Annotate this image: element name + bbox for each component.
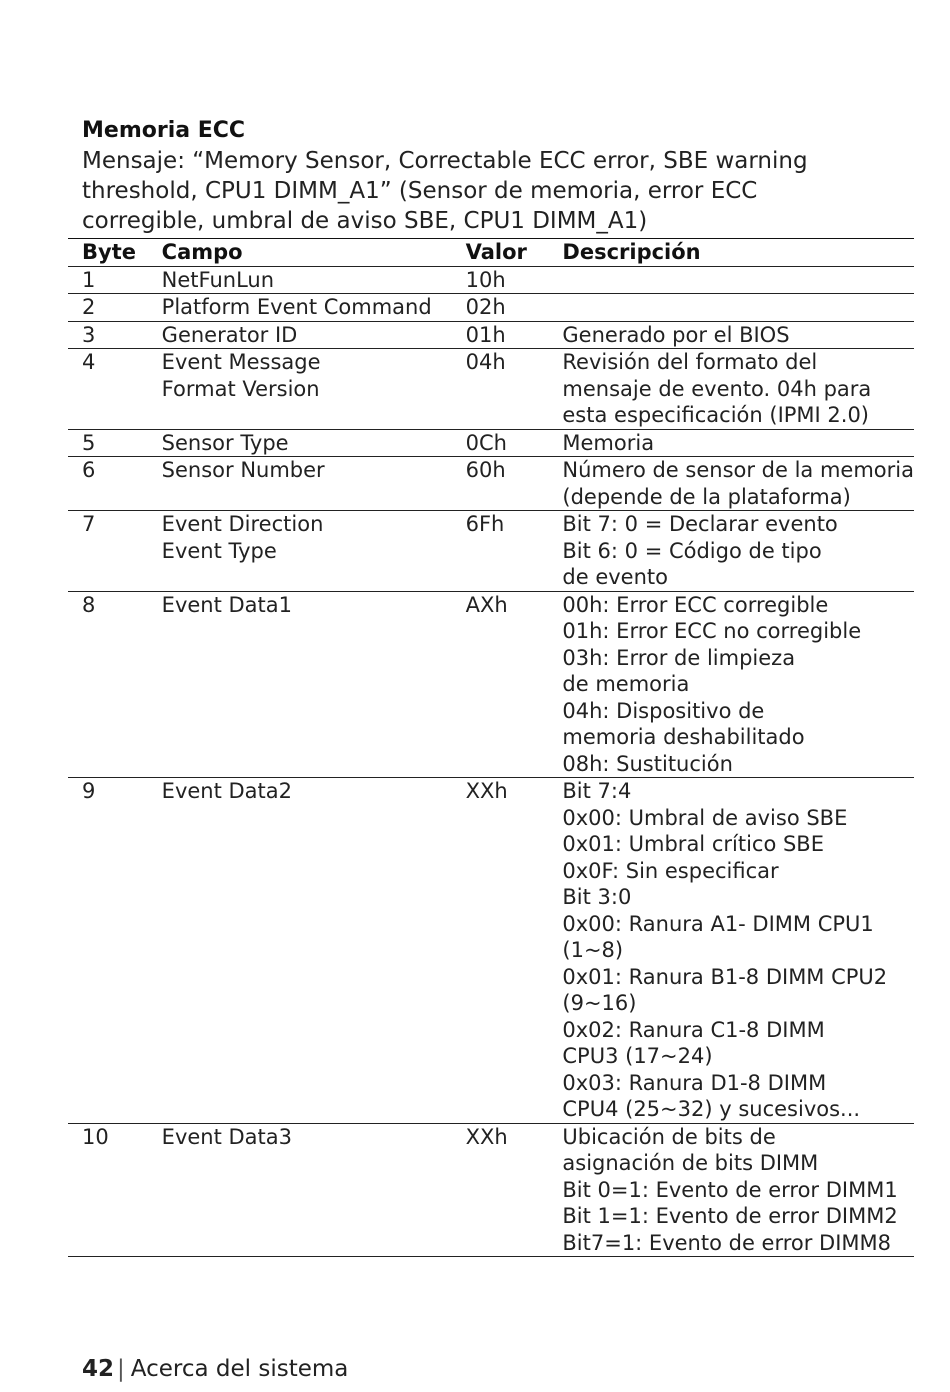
- description-line: 0x02: Ranura C1-8 DIMM: [562, 1017, 825, 1042]
- table-row: [68, 349, 914, 430]
- description-line: 0x00: Umbral de aviso SBE: [562, 805, 848, 830]
- header-field: Campo: [162, 239, 466, 267]
- cell-field: [162, 511, 466, 592]
- field-line: Sensor Type: [161, 430, 289, 455]
- field-line: NetFunLun: [161, 267, 275, 292]
- section-title: Memoria ECC: [82, 118, 246, 143]
- cell-byte: 1: [68, 266, 162, 294]
- cell-field: [162, 591, 466, 778]
- description-line: de memoria: [562, 672, 690, 696]
- footer-section-name: Acerca del sistema: [130, 1356, 349, 1382]
- cell-value: 04h: [466, 349, 563, 430]
- table-row: [68, 1123, 914, 1257]
- table-row: [68, 591, 914, 778]
- cell-byte: 8: [68, 591, 162, 778]
- cell-field: [162, 266, 466, 294]
- message: [82, 146, 862, 236]
- field-line: Sensor Number: [161, 458, 325, 482]
- description-line: Bit 7: 0 = Declarar evento: [562, 512, 838, 536]
- message-line: Mensaje: “Memory Sensor, Correctable ECC error, SBE warning: [82, 148, 808, 174]
- cell-value: XXh: [466, 778, 563, 1124]
- section: [82, 116, 914, 236]
- description-line: CPU3 (17~24): [562, 1044, 713, 1068]
- message-line: threshold, CPU1 DIMM_A1” (Sensor de memoria, error ECC: [82, 178, 758, 204]
- header-value: Valor: [466, 239, 563, 267]
- description-line: CPU4 (25~32) y sucesivos...: [562, 1097, 861, 1121]
- header-description: Descripción: [562, 239, 914, 267]
- description-line: 0x03: Ranura D1-8 DIMM: [562, 1070, 827, 1095]
- field-line: Event Data3: [161, 1124, 293, 1149]
- cell-value: AXh: [466, 591, 563, 778]
- description-line: 0x0F: Sin especificar: [562, 858, 779, 883]
- cell-byte: 3: [68, 321, 162, 349]
- table-row: [68, 429, 914, 457]
- description-line: 03h: Error de limpieza: [562, 645, 796, 670]
- table-row: [68, 778, 914, 1124]
- description-line: (9~16): [562, 991, 637, 1015]
- field-line: Event Data2: [161, 779, 293, 803]
- table-row: [68, 511, 914, 592]
- cell-description: [562, 511, 914, 592]
- description-line: 08h: Sustitución: [562, 751, 733, 776]
- cell-byte: 7: [68, 511, 162, 592]
- cell-description: [562, 266, 914, 294]
- table-body: [68, 266, 914, 1257]
- description-line: 01h: Error ECC no corregible: [562, 619, 862, 643]
- description-line: de evento: [562, 565, 668, 589]
- message-line: corregible, umbral de aviso SBE, CPU1 DIMM_A1): [82, 208, 648, 234]
- cell-field: [162, 321, 466, 349]
- description-line: 00h: Error ECC corregible: [562, 592, 829, 617]
- cell-value: 02h: [466, 294, 563, 322]
- cell-description: [562, 1123, 914, 1257]
- table-row: [68, 266, 914, 294]
- cell-byte: 10: [68, 1123, 162, 1257]
- cell-field: [162, 294, 466, 322]
- cell-description: [562, 591, 914, 778]
- event-table: [68, 238, 914, 1257]
- cell-byte: 9: [68, 778, 162, 1124]
- field-line: Event Data1: [161, 592, 293, 617]
- cell-byte: 4: [68, 349, 162, 430]
- description-line: Ubicación de bits de: [562, 1124, 776, 1149]
- cell-value: 01h: [466, 321, 563, 349]
- page-number: 42: [82, 1356, 115, 1382]
- table-row: [68, 457, 914, 511]
- field-line: Platform Event Command: [161, 295, 432, 319]
- cell-byte: 6: [68, 457, 162, 511]
- description-line: Bit 7:4: [562, 779, 632, 803]
- cell-value: 60h: [466, 457, 563, 511]
- description-line: mensaje de evento. 04h para: [562, 376, 872, 401]
- cell-field: [162, 349, 466, 430]
- cell-description: [562, 457, 914, 511]
- description-line: 0x01: Ranura B1-8 DIMM CPU2: [562, 964, 888, 989]
- description-line: Número de sensor de la memoria: [562, 458, 914, 482]
- description-line: memoria deshabilitado: [562, 725, 805, 749]
- description-line: Bit 6: 0 = Código de tipo: [562, 538, 822, 563]
- cell-value: 6Fh: [466, 511, 563, 592]
- description-line: 04h: Dispositivo de: [562, 698, 765, 723]
- cell-description: [562, 321, 914, 349]
- field-line: Event Message: [161, 350, 321, 374]
- table-row: [68, 321, 914, 349]
- description-line: Bit 0=1: Evento de error DIMM1: [562, 1177, 898, 1202]
- cell-value: 10h: [466, 266, 563, 294]
- description-line: asignación de bits DIMM: [562, 1151, 819, 1175]
- page-footer: [82, 1354, 348, 1384]
- description-line: 0x01: Umbral crítico SBE: [562, 832, 824, 856]
- cell-description: [562, 349, 914, 430]
- cell-byte: 2: [68, 294, 162, 322]
- cell-value: XXh: [466, 1123, 563, 1257]
- description-line: 0x00: Ranura A1- DIMM CPU1: [562, 911, 874, 936]
- field-line: Event Direction: [161, 512, 324, 536]
- field-line: Event Type: [161, 538, 277, 563]
- cell-byte: 5: [68, 429, 162, 457]
- description-line: Memoria: [562, 430, 655, 455]
- field-line: Format Version: [161, 376, 320, 401]
- table-header-row: [68, 239, 914, 267]
- cell-value: 0Ch: [466, 429, 563, 457]
- cell-field: [162, 457, 466, 511]
- description-line: (depende de la plataforma): [562, 484, 851, 509]
- description-line: (1~8): [562, 938, 624, 962]
- description-line: Revisión del formato del: [562, 350, 818, 374]
- description-line: Bit 3:0: [562, 885, 632, 909]
- description-line: Generado por el BIOS: [562, 322, 790, 347]
- description-line: esta especificación (IPMI 2.0): [562, 403, 870, 427]
- cell-field: [162, 429, 466, 457]
- cell-description: [562, 778, 914, 1124]
- cell-description: [562, 294, 914, 322]
- header-byte: Byte: [68, 239, 162, 267]
- cell-description: [562, 429, 914, 457]
- cell-field: [162, 778, 466, 1124]
- table-row: [68, 294, 914, 322]
- cell-field: [162, 1123, 466, 1257]
- field-line: Generator ID: [161, 322, 298, 347]
- description-line: Bit 1=1: Evento de error DIMM2: [562, 1204, 898, 1228]
- description-line: Bit7=1: Evento de error DIMM8: [562, 1230, 892, 1255]
- footer-separator: |: [117, 1356, 125, 1382]
